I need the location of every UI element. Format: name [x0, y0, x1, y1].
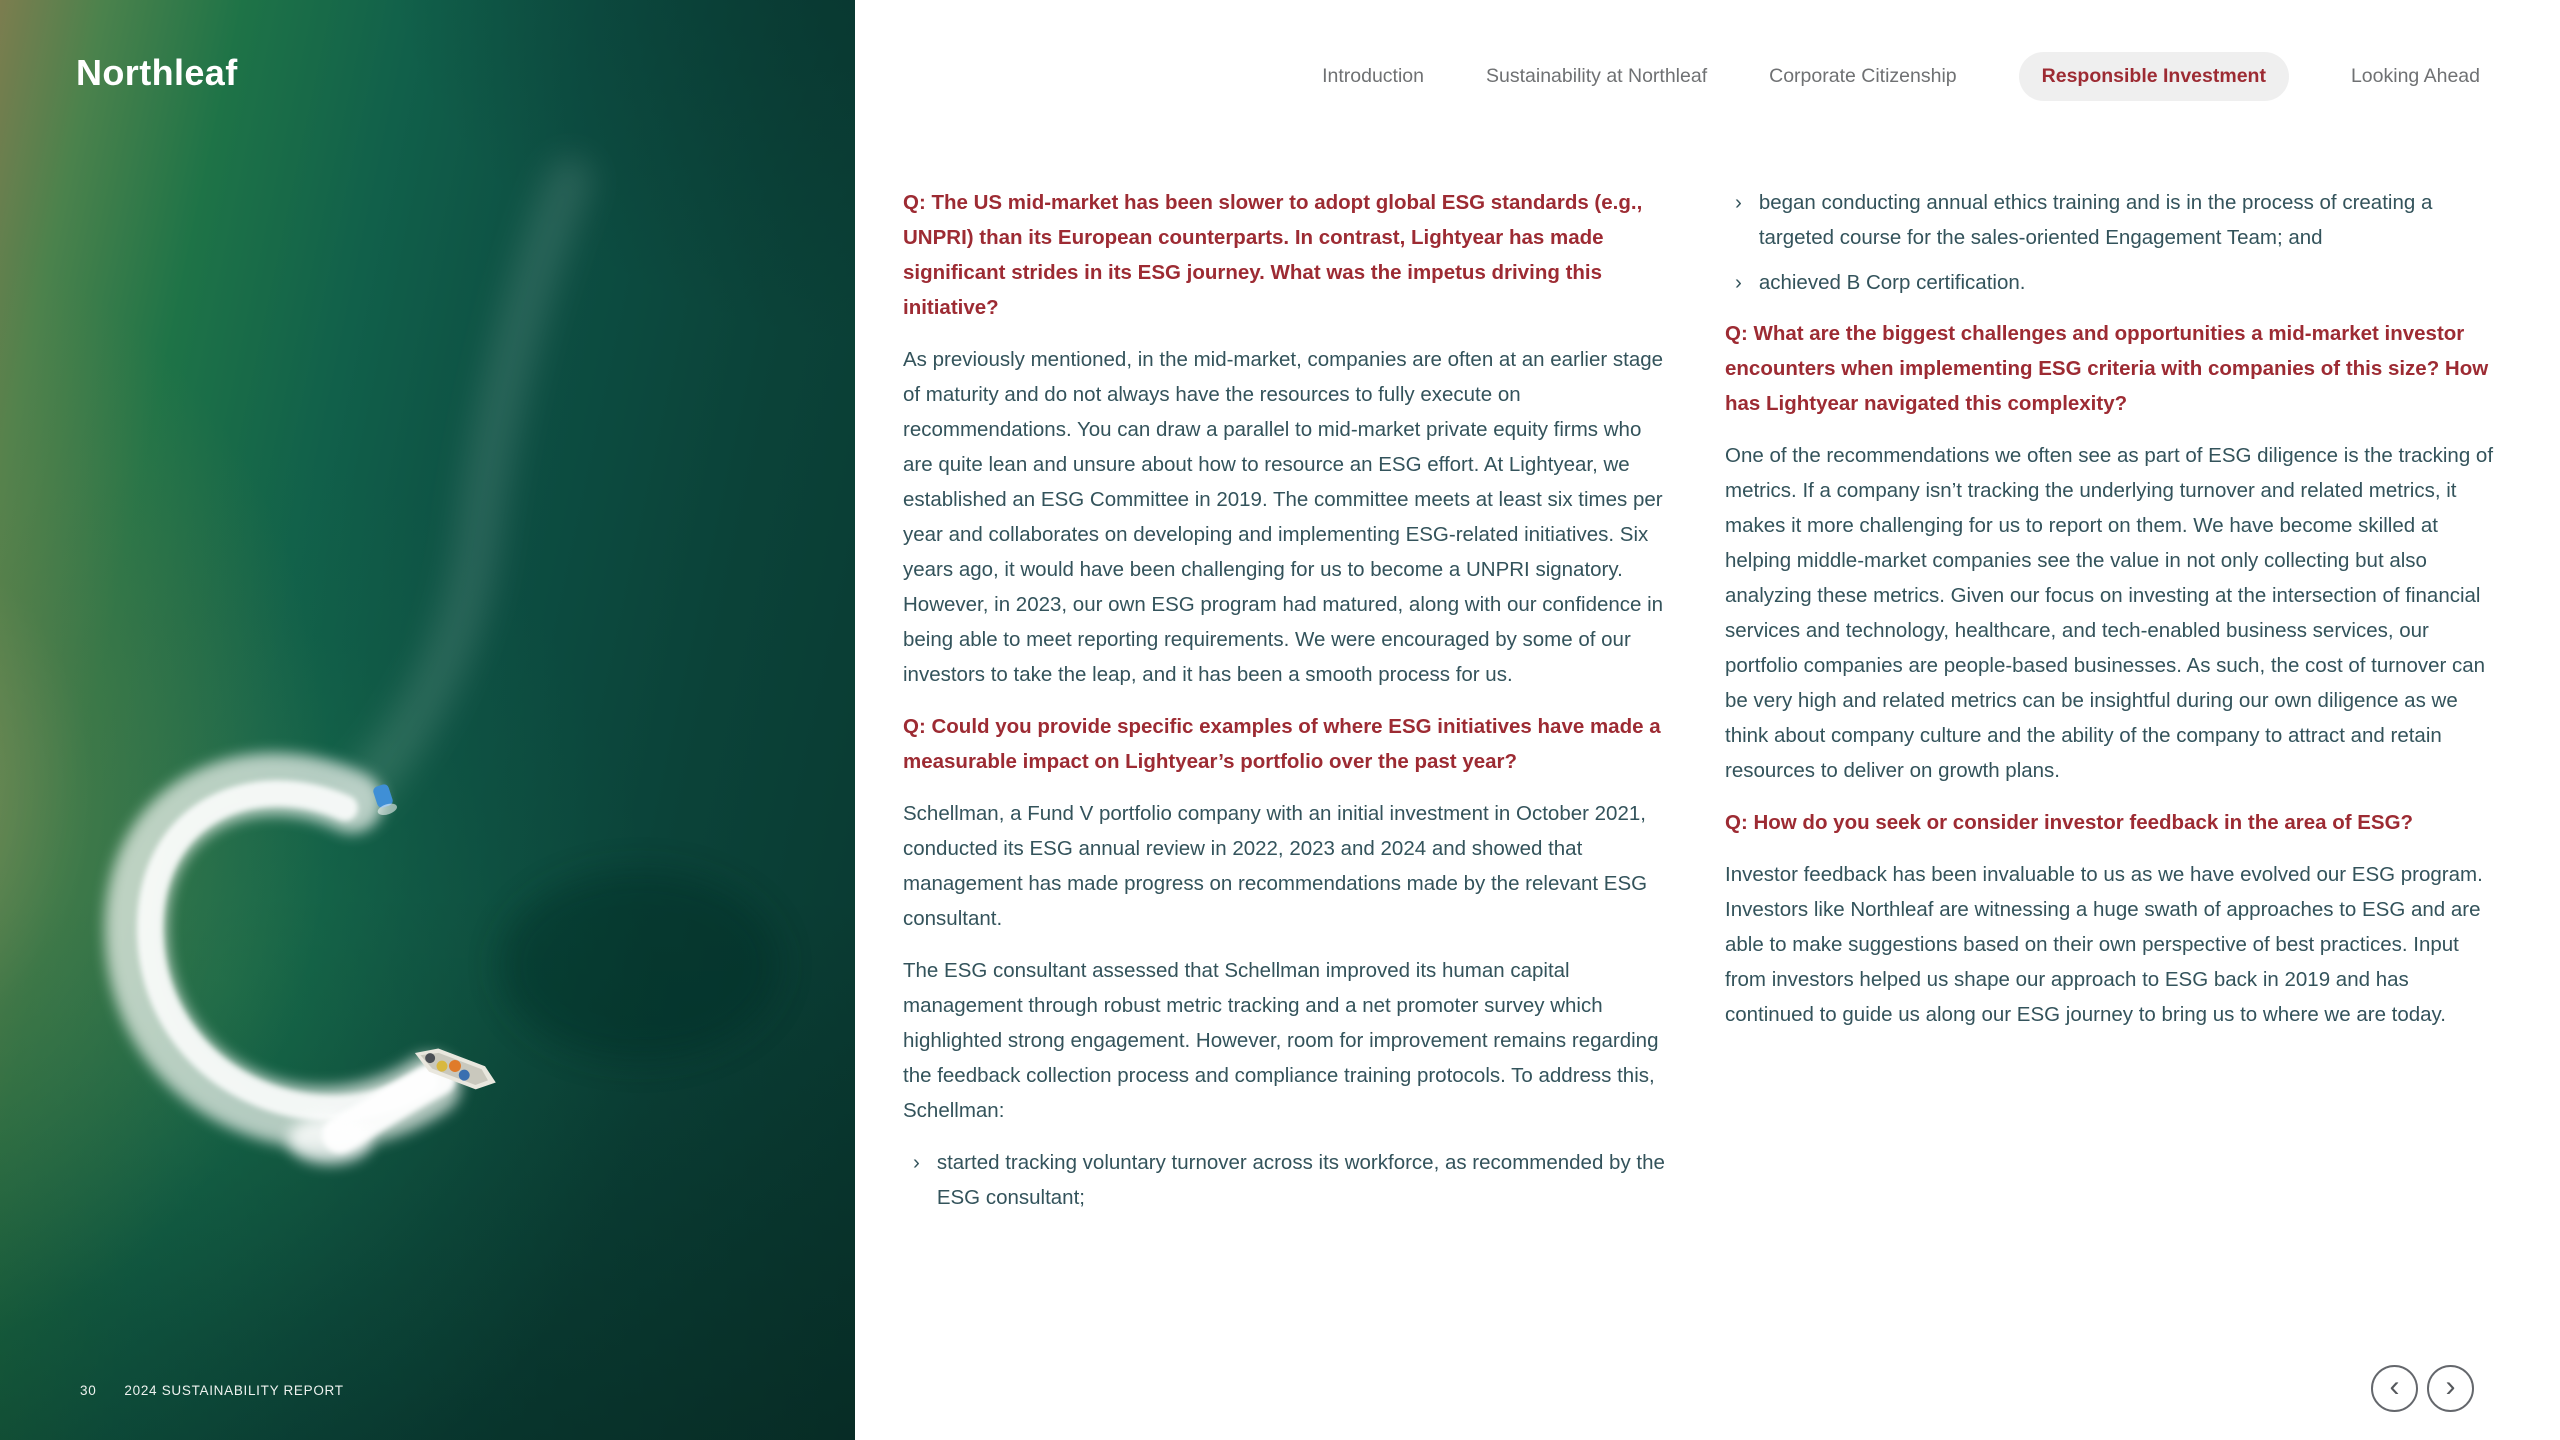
list-item-text: started tracking voluntary turnover across its workforce, as recommended by the ESG consultant;	[936, 1151, 1665, 1209]
tab-sustainability-at-northleaf[interactable]: Sustainability at Northleaf	[1486, 65, 1708, 87]
northleaf-logo: Northleaf	[76, 52, 238, 93]
tab-looking-ahead[interactable]: Looking Ahead	[2350, 65, 2480, 87]
bullet-marker: ›	[913, 1151, 920, 1174]
answer-paragraph: Schellman, a Fund V portfolio company with an initial investment in October 2021, conducted its ESG annual review in 2022, 2023 and 2024 and showed that management has made progress on recommendations made by the relevant ESG consultant.	[903, 802, 1648, 930]
page-pager	[2371, 1365, 2474, 1412]
tab-introduction[interactable]: Introduction	[1322, 65, 1424, 87]
list-item	[1725, 185, 2497, 255]
list-item-text: began conducting annual ethics training and is in the process of creating a targeted course for the sales-oriented Engagement Team; and	[1758, 191, 2433, 249]
bullet-marker: ›	[1735, 191, 1742, 214]
question-heading: Q: Could you provide specific examples of where ESG initiatives have made a measurable impact on Lightyear’s portfolio over the past year?	[903, 715, 1661, 773]
chevron-left-icon: ‹	[2389, 1369, 2400, 1403]
tab-corporate-citizenship[interactable]: Corporate Citizenship	[1769, 65, 1957, 87]
list-item	[903, 1145, 1673, 1215]
wake-foam	[288, 1116, 372, 1164]
photo-footer	[80, 1383, 344, 1398]
report-title: 2024 SUSTAINABILITY REPORT	[124, 1383, 344, 1398]
answer-paragraph: The ESG consultant assessed that Schellman improved its human capital management through robust metric tracking and a net promoter survey which highlighted strong engagement. However, room for improvement remains regarding the feedback collection process and compliance training protocols. To address this, Schellman:	[903, 959, 1659, 1122]
previous-page-button[interactable]	[2371, 1365, 2418, 1412]
cover-photo-panel	[0, 0, 855, 1440]
section-nav	[1322, 52, 2480, 101]
wake-inner	[150, 793, 425, 1108]
answer-paragraph: As previously mentioned, in the mid-market, companies are often at an earlier stage of maturity and do not always have the resources to fully execute on recommendations. You can draw a parallel to mid-market private equity firms who are quite lean and unsure about how to resource an ESG effort. At Lightyear, we established an ESG Committee in 2019. The committee meets at least six times per year and collaborates on developing and implementing ESG-related initiatives. Six years ago, it would have been challenging for us to become a UNPRI signatory. However, in 2023, our own ESG program had matured, along with our confidence in being able to meet reporting requirements. We were encouraged by some of our investors to take the leap, and it has been a smooth process for us.	[903, 348, 1664, 686]
question-heading: Q: The US mid-market has been slower to adopt global ESG standards (e.g., UNPRI) than its European counterparts. In contrast, Lightyear has made significant strides in its ESG journey. What was the impetus driving this initiative?	[903, 191, 1643, 319]
answer-paragraph: Investor feedback has been invaluable to us as we have evolved our ESG program. Investors like Northleaf are witnessing a huge swath of approaches to ESG and are able to make suggestions based on their own perspective of best practices. Input from investors helped us shape our approach to ESG back in 2019 and has continued to guide us along our ESG journey to bring us to where we are today.	[1725, 863, 2483, 1026]
list-item	[1725, 265, 2497, 300]
faint-wake-trail	[352, 180, 570, 800]
page-number: 30	[80, 1383, 97, 1398]
bullet-marker: ›	[1735, 271, 1742, 294]
water-shadow	[500, 870, 780, 1060]
right-text-column	[1725, 185, 2497, 1049]
list-item-text: achieved B Corp certification.	[1758, 271, 2026, 294]
question-heading: Q: What are the biggest challenges and opportunities a mid-market investor encounters when implementing ESG criteria with companies of this size? How has Lightyear navigated this complexity?	[1725, 322, 2489, 415]
next-page-button[interactable]	[2427, 1365, 2474, 1412]
answer-paragraph: One of the recommendations we often see as part of ESG diligence is the tracking of metrics. If a company isn’t tracking the underlying turnover and related metrics, it makes it more challenging for us to report on them. We have become skilled at helping middle-market companies see the value in not only collecting but also analyzing these metrics. Given our focus on investing at the intersection of financial services and technology, healthcare, and tech-enabled business services, our portfolio companies are people-based businesses. As such, the cost of turnover can be very high and related metrics can be insightful during our own diligence as we think about company culture and the ability of the company to attract and retain resources to deliver on growth plans.	[1725, 444, 2494, 782]
question-heading: Q: How do you seek or consider investor feedback in the area of ESG?	[1725, 811, 2414, 834]
boat-wake-illustration	[0, 0, 855, 1440]
left-text-column	[903, 185, 1673, 1225]
chevron-right-icon: ›	[2445, 1369, 2456, 1403]
tab-responsible-investment[interactable]: Responsible Investment	[2019, 52, 2289, 101]
